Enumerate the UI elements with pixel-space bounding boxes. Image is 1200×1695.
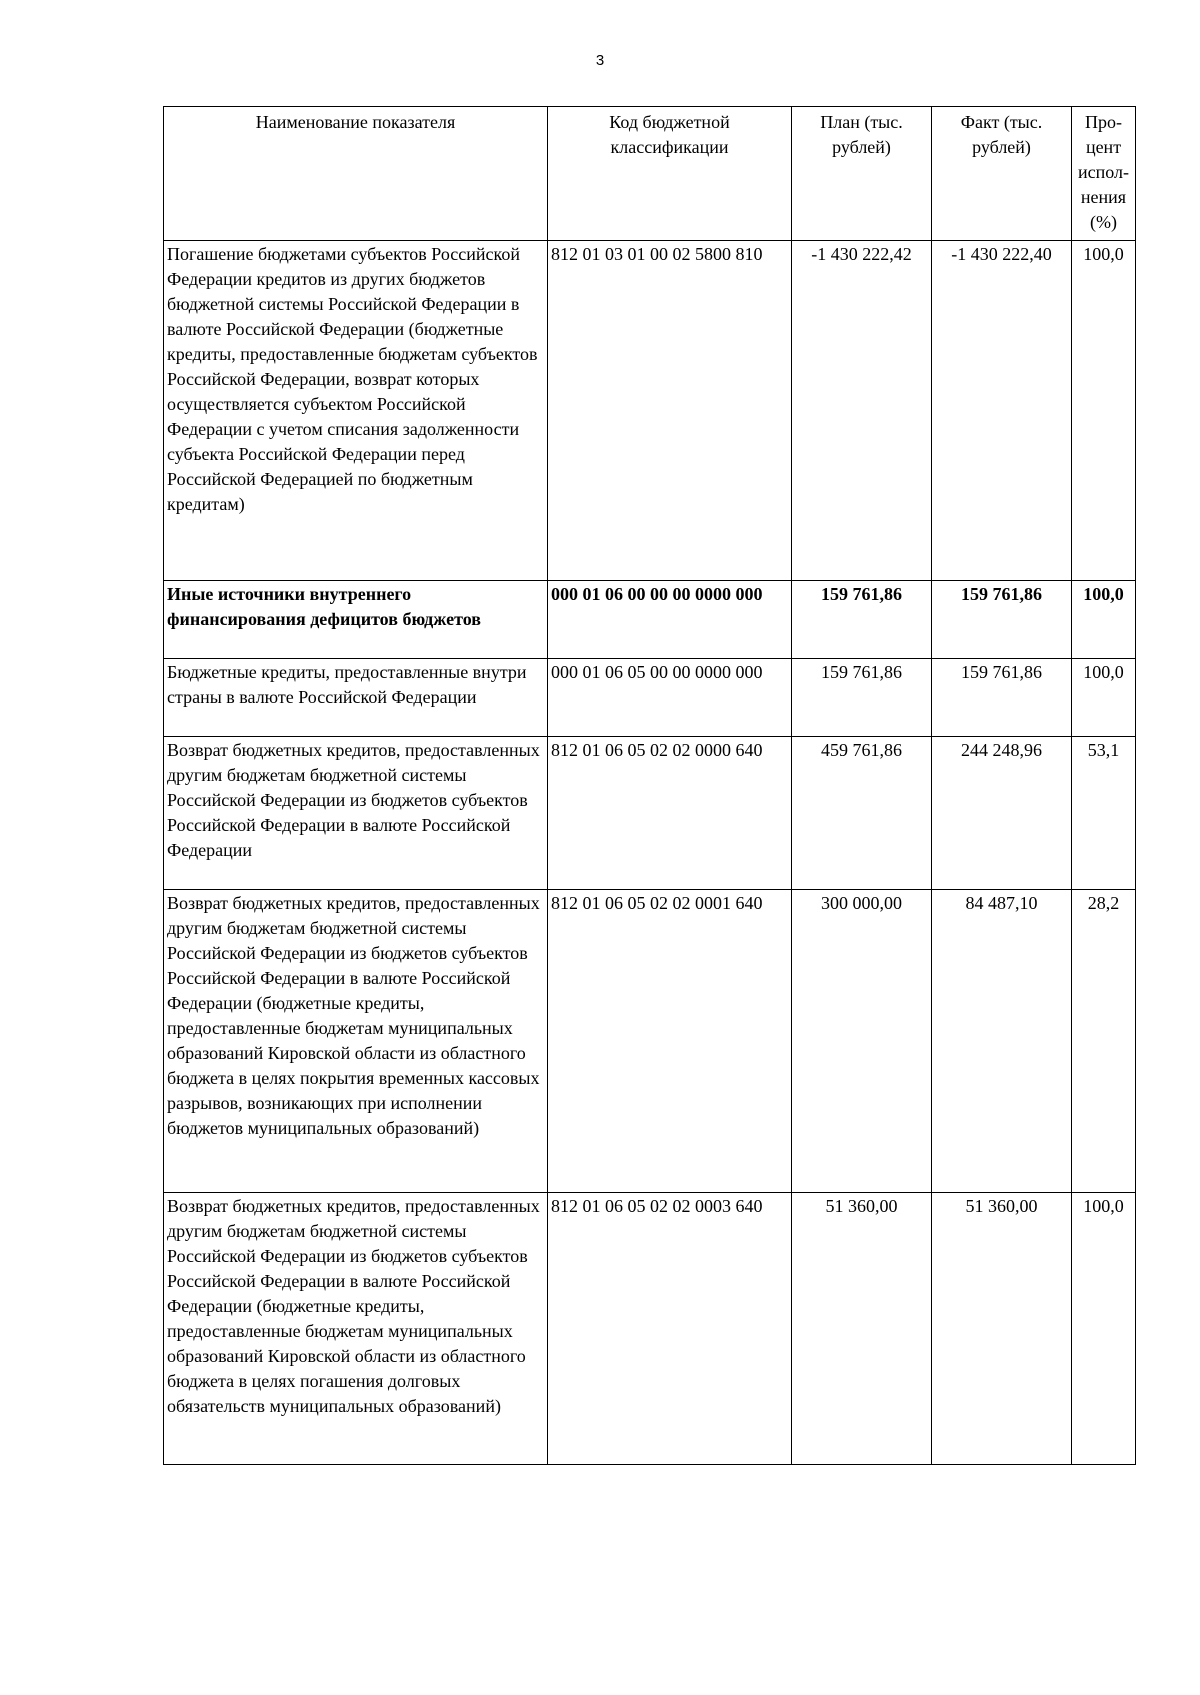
table-row [164, 737, 1136, 890]
row-code: 000 01 06 00 00 00 0000 000 [548, 581, 792, 659]
budget-execution-table [163, 106, 1136, 1465]
row-code: 812 01 03 01 00 02 5800 810 [548, 241, 792, 581]
header-name: Наименование показателя [164, 107, 548, 241]
row-plan: 300 000,00 [792, 890, 932, 1193]
row-fact: 159 761,86 [932, 659, 1072, 737]
row-fact: 51 360,00 [932, 1193, 1072, 1465]
row-percent: 53,1 [1072, 737, 1136, 890]
row-code: 812 01 06 05 02 02 0001 640 [548, 890, 792, 1193]
row-plan: 159 761,86 [792, 581, 932, 659]
table-row [164, 581, 1136, 659]
table-row [164, 890, 1136, 1193]
row-percent: 100,0 [1072, 581, 1136, 659]
row-name: Погашение бюджетами субъектов Российской Федерации кредитов из других бюджетов бюджетной системы Российской Федерации в валюте Российской Федерации (бюджетные кредиты, предоставленные бюджетам субъектов Российской Федерации, возврат которых осуществляется субъектом Российской Федерации с учетом списания задолженности субъекта Российской Федерации перед Российской Федерацией по бюджетным кредитам) [164, 241, 548, 581]
header-fact: Факт (тыс. рублей) [932, 107, 1072, 241]
header-code: Код бюджетной классификации [548, 107, 792, 241]
row-name: Возврат бюджетных кредитов, предоставленных другим бюджетам бюджетной системы Российской Федерации из бюджетов субъектов Российской Федерации в валюте Российской Федерации (бюджетные кредиты, предоставленные бюджетам муниципальных образований Кировской области из областного бюджета в целях погашения долговых обязательств муниципальных образований) [164, 1193, 548, 1465]
row-fact: 84 487,10 [932, 890, 1072, 1193]
page-number: 3 [595, 52, 605, 69]
row-percent: 100,0 [1072, 241, 1136, 581]
row-code: 812 01 06 05 02 02 0000 640 [548, 737, 792, 890]
row-name: Возврат бюджетных кредитов, предоставленных другим бюджетам бюджетной системы Российской Федерации из бюджетов субъектов Российской Федерации в валюте Российской Федерации [164, 737, 548, 890]
row-code: 812 01 06 05 02 02 0003 640 [548, 1193, 792, 1465]
row-plan: 159 761,86 [792, 659, 932, 737]
row-plan: -1 430 222,42 [792, 241, 932, 581]
header-plan: План (тыс. рублей) [792, 107, 932, 241]
table-row [164, 241, 1136, 581]
row-plan: 51 360,00 [792, 1193, 932, 1465]
row-fact: 244 248,96 [932, 737, 1072, 890]
row-percent: 28,2 [1072, 890, 1136, 1193]
row-code: 000 01 06 05 00 00 0000 000 [548, 659, 792, 737]
header-percent: Про- цент испол- нения (%) [1072, 107, 1136, 241]
row-name: Возврат бюджетных кредитов, предоставленных другим бюджетам бюджетной системы Российской Федерации из бюджетов субъектов Российской Федерации в валюте Российской Федерации (бюджетные кредиты, предоставленные бюджетам муниципальных образований Кировской области из областного бюджета в целях покрытия временных кассовых разрывов, возникающих при исполнении бюджетов муниципальных образований) [164, 890, 548, 1193]
row-name: Иные источники внутреннего финансирования дефицитов бюджетов [164, 581, 548, 659]
row-percent: 100,0 [1072, 659, 1136, 737]
row-name: Бюджетные кредиты, предоставленные внутри страны в валюте Российской Федерации [164, 659, 548, 737]
row-fact: -1 430 222,40 [932, 241, 1072, 581]
table-row [164, 1193, 1136, 1465]
table-row [164, 659, 1136, 737]
row-plan: 459 761,86 [792, 737, 932, 890]
row-percent: 100,0 [1072, 1193, 1136, 1465]
row-fact: 159 761,86 [932, 581, 1072, 659]
table-header-row [164, 107, 1136, 241]
